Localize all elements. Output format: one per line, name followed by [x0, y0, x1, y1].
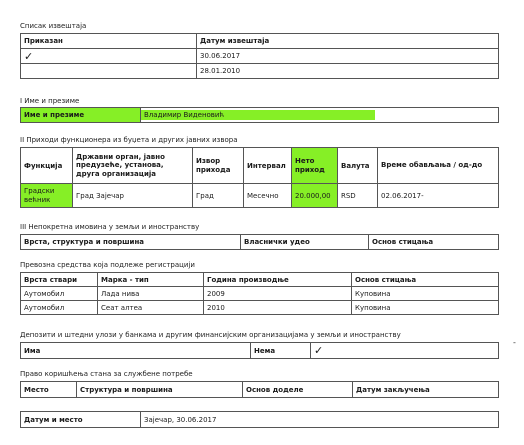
vehicle-year: 2009: [204, 287, 352, 301]
function-value: Градски већник: [21, 184, 73, 208]
vehicle-row: [21, 287, 499, 301]
col-year: Година производње: [204, 273, 352, 287]
organ-value: Град Зајечар: [73, 184, 193, 208]
vehicle-model: Сеат алтеа: [98, 301, 204, 315]
vehicles-title: Превозна средства која подлеже регистрацији: [20, 261, 195, 269]
col-item-type: Врста ствари: [21, 273, 98, 287]
deposits-title: Депозити и штедни улози у банкама и другим финансијским организацијама у земљи и иностранству: [20, 331, 401, 339]
net-income-value: 20.000,00: [292, 184, 338, 208]
col-interval: Интервал: [244, 148, 292, 184]
income-table: [20, 147, 499, 208]
col-allocation-basis: Основ доделе: [243, 382, 353, 398]
currency-value: RSD: [338, 184, 378, 208]
name-value: Владимир Виденовић: [141, 110, 375, 120]
property-table: [20, 234, 499, 250]
housing-title: Право коришћења стана за службене потребе: [20, 370, 193, 378]
report-row[interactable]: [21, 49, 499, 64]
footer-table: [20, 411, 499, 428]
section3-title: III Непокретна имовина у земљи и иностранству: [20, 223, 200, 231]
interval-value: Месечно: [244, 184, 292, 208]
section1-title: I Име и презиме: [20, 97, 80, 105]
income-row: [21, 184, 499, 208]
source-value: Град: [193, 184, 244, 208]
shown-cell: [21, 64, 197, 79]
vehicle-type: Аутомобил: [21, 287, 98, 301]
date-place-value: Зајечар, 30.06.2017: [141, 412, 499, 428]
col-currency: Валута: [338, 148, 378, 184]
col-date-header: Датум извештаја: [197, 34, 499, 49]
col-organ: Државни орган, јавно предузеће, установа, друга организација: [73, 148, 193, 184]
vehicle-year: 2010: [204, 301, 352, 315]
vehicle-acquisition: Куповина: [352, 287, 499, 301]
vehicle-model: Лада нива: [98, 287, 204, 301]
col-location: Место: [21, 382, 77, 398]
col-source: Извор прихода: [193, 148, 244, 184]
vehicle-type: Аутомобил: [21, 301, 98, 315]
name-table: [20, 107, 499, 123]
no-deposits-check-icon: ✓: [311, 343, 499, 359]
col-period: Време обављања / од-до: [378, 148, 499, 184]
report-list-table: [20, 33, 499, 79]
report-date: 30.06.2017: [197, 49, 499, 64]
col-make-model: Марка - тип: [98, 273, 204, 287]
deposits-table: [20, 342, 499, 359]
name-label: Име и презиме: [21, 108, 141, 123]
col-property-type: Врста, структура и површина: [21, 235, 241, 250]
report-row[interactable]: [21, 64, 499, 79]
vehicle-acquisition: Куповина: [352, 301, 499, 315]
has-deposits-label: Има: [21, 343, 251, 359]
col-ownership-share: Власнички удео: [241, 235, 369, 250]
vehicle-row: [21, 301, 499, 315]
housing-table: [20, 381, 499, 398]
col-structure: Структура и површина: [77, 382, 243, 398]
report-date: 28.01.2010: [197, 64, 499, 79]
report-list-title: Списак извештаја: [20, 22, 87, 30]
name-value-cell: [141, 108, 499, 123]
shown-check-icon: ✓: [21, 49, 197, 64]
vehicles-table: [20, 272, 499, 315]
col-vehicle-acquisition: Основ стицања: [352, 273, 499, 287]
date-place-label: Датум и место: [21, 412, 141, 428]
col-net-income: Нето приход: [292, 148, 338, 184]
col-acquisition: Основ стицања: [369, 235, 499, 250]
col-conclusion-date: Датум закључења: [353, 382, 499, 398]
section2-title: II Приходи функционера из буџета и других јавних извора: [20, 136, 238, 144]
trailing-dash: -: [513, 338, 516, 347]
col-function: Функција: [21, 148, 73, 184]
col-shown-header: Приказан: [21, 34, 197, 49]
period-value: 02.06.2017-: [378, 184, 499, 208]
no-deposits-label: Нема: [251, 343, 311, 359]
